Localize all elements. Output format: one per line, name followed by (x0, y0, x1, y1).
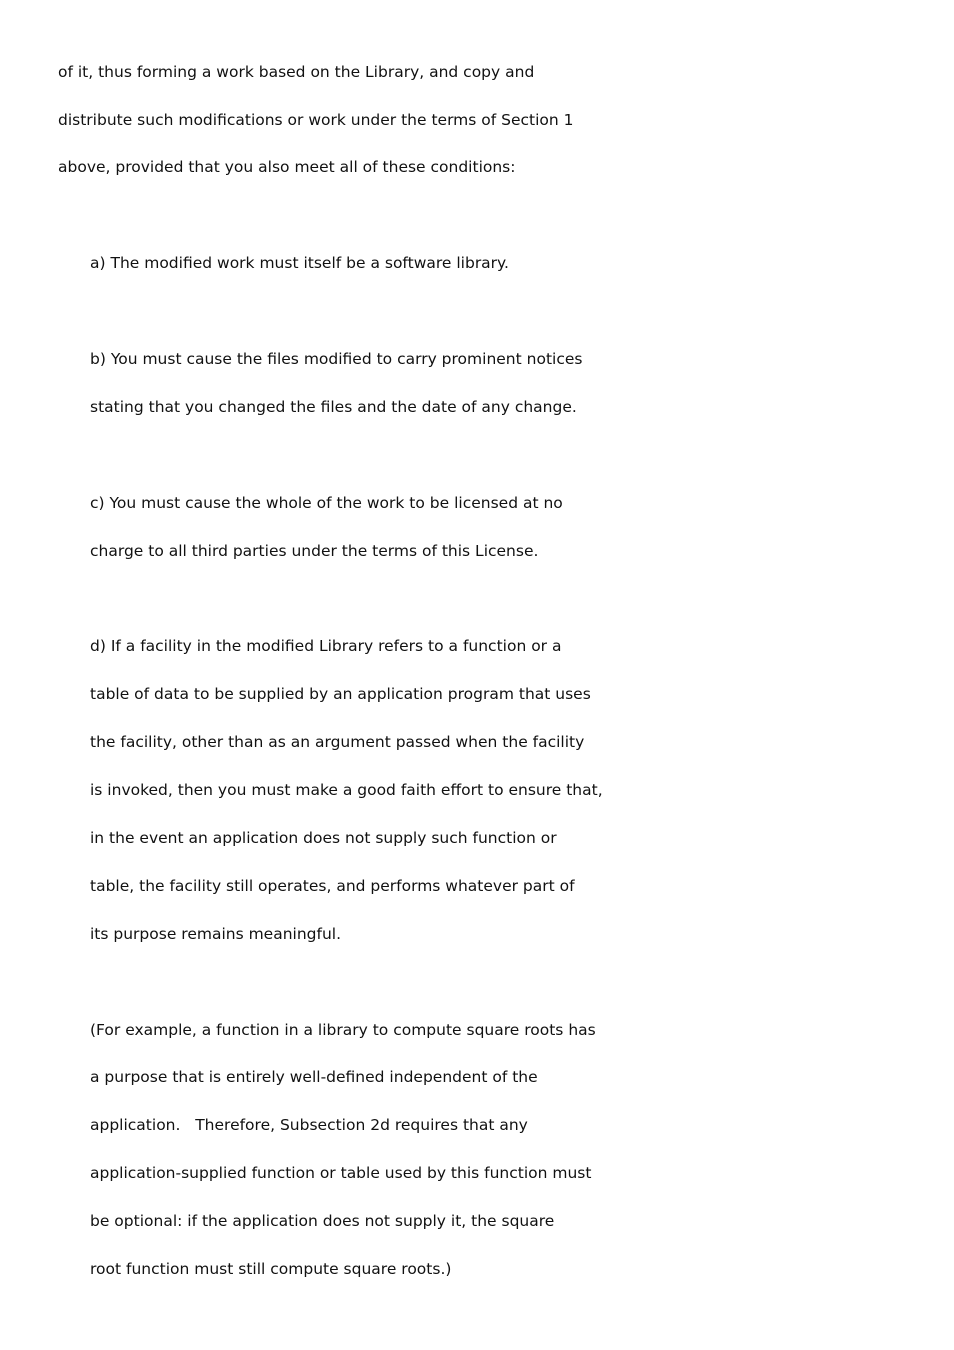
text-line: above, provided that you also meet all of these conditions: (58, 158, 516, 176)
text-line: be optional: if the application does not supply it, the square (90, 1212, 555, 1230)
text-line: is invoked, then you must make a good faith effort to ensure that, (90, 781, 603, 799)
text-line: root function must still compute square roots.) (90, 1260, 452, 1278)
text-line: table of data to be supplied by an application program that uses (90, 685, 591, 703)
text-line: table, the facility still operates, and performs whatever part of (90, 877, 575, 895)
text-line: distribute such modifications or work under the terms of Section 1 (58, 111, 574, 129)
condition-c: c) You must cause the whole of the work to be licensed at no (90, 494, 563, 512)
text-line: charge to all third parties under the terms of this License. (90, 542, 539, 560)
condition-a: a) The modified work must itself be a software library. (90, 254, 509, 272)
text-line: stating that you changed the files and the date of any change. (90, 398, 577, 416)
text-line: its purpose remains meaningful. (90, 925, 342, 943)
example-paragraph: (For example, a function in a library to compute square roots has (90, 1021, 596, 1039)
condition-d: d) If a facility in the modified Library refers to a function or a (90, 637, 562, 655)
condition-b: b) You must cause the files modified to carry prominent notices (90, 350, 583, 368)
text-line: application. Therefore, Subsection 2d requires that any (90, 1116, 528, 1134)
text-line: application-supplied function or table used by this function must (90, 1164, 592, 1182)
text-line: a purpose that is entirely well-defined independent of the (90, 1068, 538, 1086)
text-line: the facility, other than as an argument passed when the facility (90, 733, 585, 751)
text-line: of it, thus forming a work based on the Library, and copy and (58, 63, 535, 81)
text-line: in the event an application does not supply such function or (90, 829, 557, 847)
